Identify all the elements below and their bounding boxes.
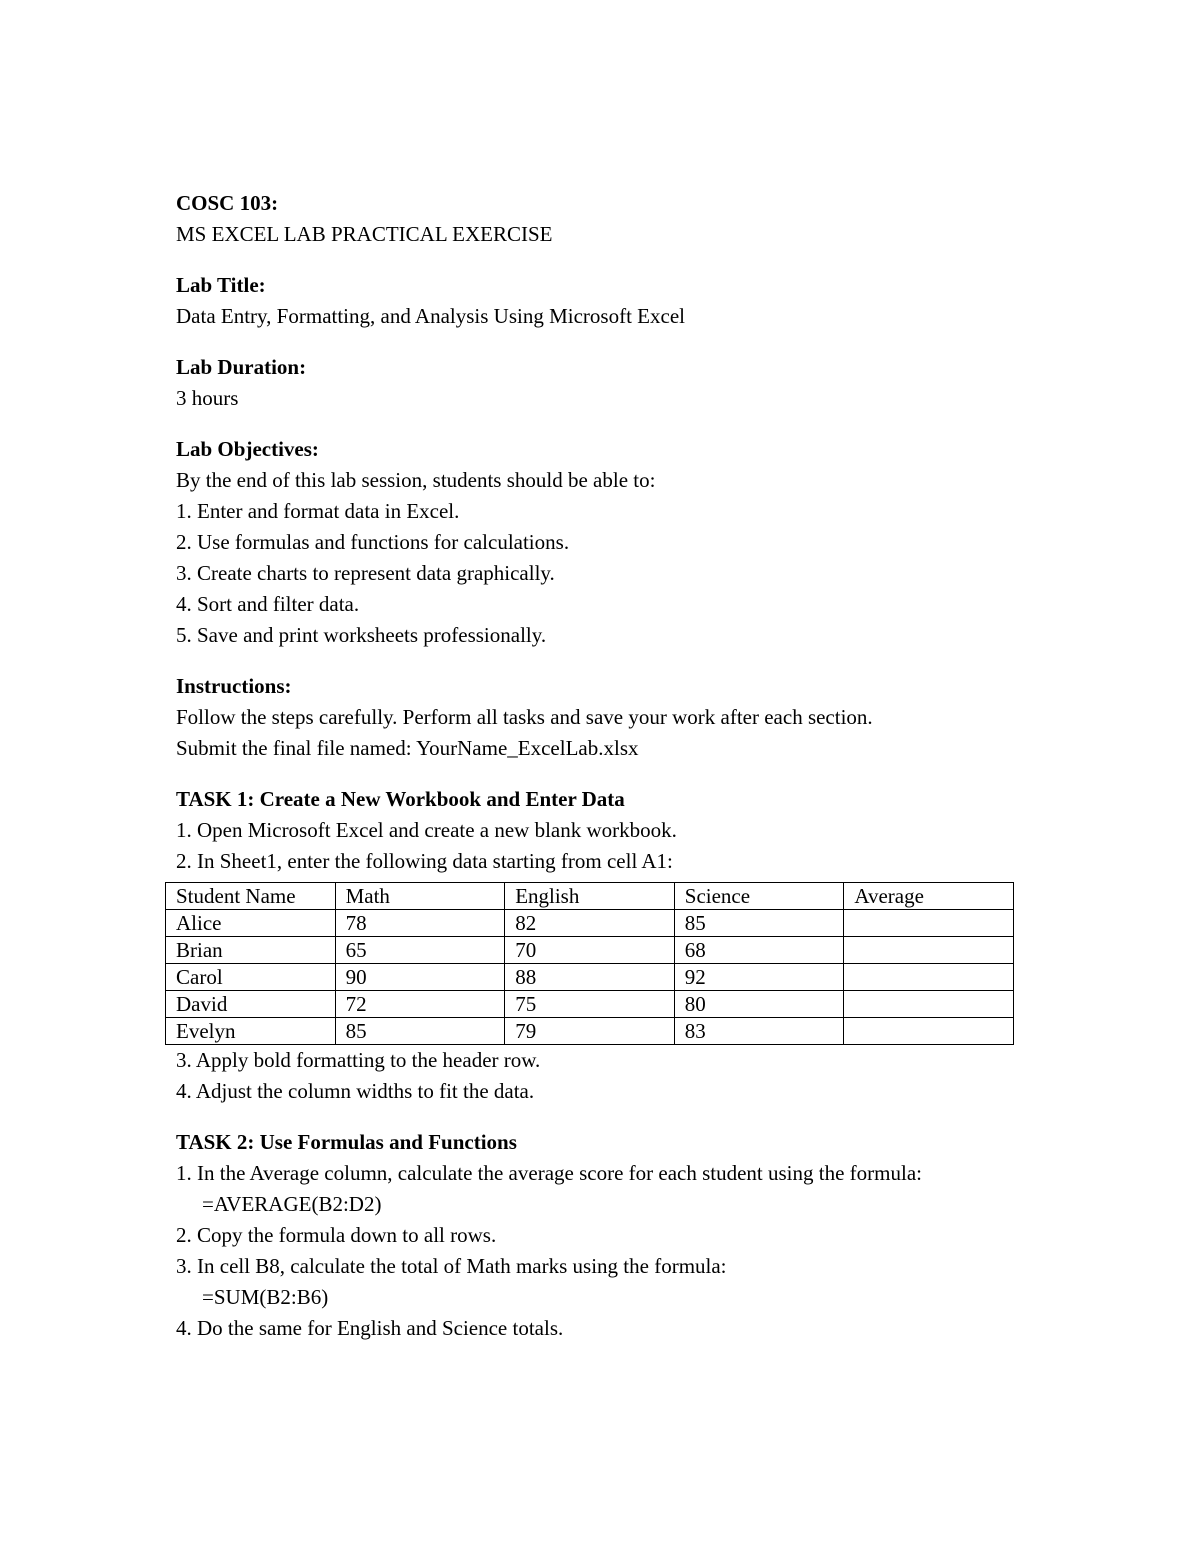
table-cell: 72 — [335, 991, 505, 1018]
table-cell: 75 — [505, 991, 675, 1018]
table-cell — [844, 1018, 1014, 1045]
objective-item: 3. Create charts to represent data graphically. — [176, 561, 555, 585]
table-cell: 82 — [505, 910, 675, 937]
table-cell: 85 — [335, 1018, 505, 1045]
table-header-cell: Average — [844, 883, 1014, 910]
table-cell: Brian — [166, 937, 336, 964]
table-cell: Carol — [166, 964, 336, 991]
table-row — [166, 964, 1014, 991]
document-page — [176, 188, 1036, 1344]
table-header-cell: Student Name — [166, 883, 336, 910]
instructions-line: Follow the steps carefully. Perform all tasks and save your work after each section. — [176, 705, 873, 729]
table-header-row — [166, 883, 1014, 910]
task2-step: 3. In cell B8, calculate the total of Math marks using the formula: — [176, 1254, 727, 1278]
task1-step: 3. Apply bold formatting to the header row. — [176, 1048, 541, 1072]
table-cell: David — [166, 991, 336, 1018]
table-cell: 68 — [674, 937, 844, 964]
table-cell: 79 — [505, 1018, 675, 1045]
table-cell: 83 — [674, 1018, 844, 1045]
table-header-cell: Science — [674, 883, 844, 910]
objective-item: 4. Sort and filter data. — [176, 592, 360, 616]
table-header-cell: English — [505, 883, 675, 910]
table-cell: 78 — [335, 910, 505, 937]
table-cell — [844, 937, 1014, 964]
lab-title-label: Lab Title: — [176, 273, 266, 297]
course-code: COSC 103: — [176, 191, 279, 215]
table-cell: Alice — [166, 910, 336, 937]
table-cell — [844, 991, 1014, 1018]
student-scores-table — [165, 882, 1014, 1045]
document-subtitle: MS EXCEL LAB PRACTICAL EXERCISE — [176, 222, 553, 246]
table-cell — [844, 964, 1014, 991]
table-cell: 80 — [674, 991, 844, 1018]
table-cell — [844, 910, 1014, 937]
task2-formula: =SUM(B2:B6) — [202, 1285, 329, 1309]
lab-duration-value: 3 hours — [176, 386, 239, 410]
table-row — [166, 991, 1014, 1018]
task2-step: 1. In the Average column, calculate the average score for each student using the formula: — [176, 1161, 922, 1185]
task1-step: 4. Adjust the column widths to fit the data. — [176, 1079, 535, 1103]
table-cell: 70 — [505, 937, 675, 964]
task2-formula: =AVERAGE(B2:D2) — [202, 1192, 382, 1216]
objectives-label: Lab Objectives: — [176, 437, 319, 461]
table-cell: 92 — [674, 964, 844, 991]
lab-duration-label: Lab Duration: — [176, 355, 307, 379]
table-cell: 90 — [335, 964, 505, 991]
instructions-label: Instructions: — [176, 674, 292, 698]
table-header-cell: Math — [335, 883, 505, 910]
task1-step: 2. In Sheet1, enter the following data starting from cell A1: — [176, 849, 673, 873]
table-row — [166, 1018, 1014, 1045]
objective-item: 5. Save and print worksheets professionally. — [176, 623, 547, 647]
instructions-line: Submit the final file named: YourName_ExcelLab.xlsx — [176, 736, 639, 760]
table-cell: 85 — [674, 910, 844, 937]
table-row — [166, 937, 1014, 964]
objective-item: 2. Use formulas and functions for calculations. — [176, 530, 570, 554]
table-cell: 65 — [335, 937, 505, 964]
objective-item: 1. Enter and format data in Excel. — [176, 499, 460, 523]
task2-step: 4. Do the same for English and Science totals. — [176, 1316, 564, 1340]
table-cell: Evelyn — [166, 1018, 336, 1045]
task1-step: 1. Open Microsoft Excel and create a new blank workbook. — [176, 818, 677, 842]
table-row — [166, 910, 1014, 937]
table-cell: 88 — [505, 964, 675, 991]
task2-step: 2. Copy the formula down to all rows. — [176, 1223, 497, 1247]
task1-title: TASK 1: Create a New Workbook and Enter Data — [176, 787, 625, 811]
task2-title: TASK 2: Use Formulas and Functions — [176, 1130, 517, 1154]
objectives-intro: By the end of this lab session, students should be able to: — [176, 468, 656, 492]
lab-title-value: Data Entry, Formatting, and Analysis Using Microsoft Excel — [176, 304, 685, 328]
